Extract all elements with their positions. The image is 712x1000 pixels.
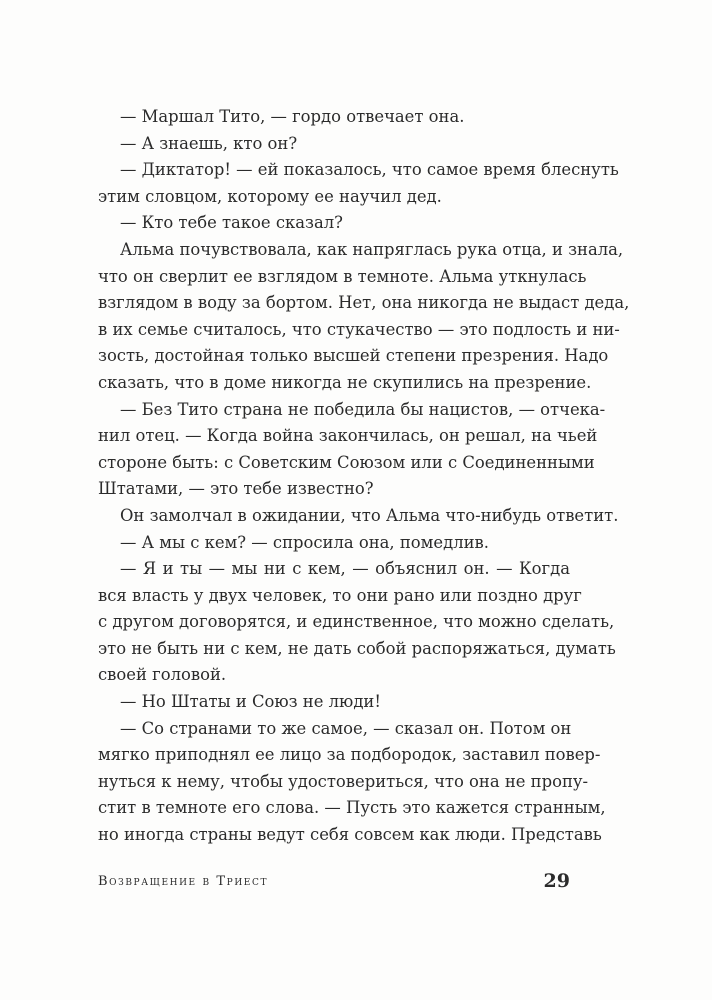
text-line: стороне быть: с Советским Союзом или с Соединенными xyxy=(98,452,595,472)
text-line: — А знаешь, кто он? xyxy=(120,133,298,153)
text-line: вся власть у двух человек, то они рано или поздно друг xyxy=(98,585,582,605)
text-line: с другом договорятся, и единственное, что можно сделать, xyxy=(98,612,615,632)
text-line: — Кто тебе такое сказал? xyxy=(120,213,343,233)
page-number: 29 xyxy=(543,870,570,892)
text-line: своей головой. xyxy=(98,665,227,685)
text-line: взглядом в воду за бортом. Нет, она никогда не выдаст деда, xyxy=(98,293,630,313)
text-line: — Маршал Тито, — гордо отвечает она. xyxy=(120,107,465,126)
running-title: Возвращение в Триест xyxy=(98,874,269,889)
text-line: сказать, что в доме никогда не скупились на презрение. xyxy=(98,372,592,392)
text-line: мягко приподнял ее лицо за подбородок, заставил повер- xyxy=(98,745,601,765)
text-line: что он сверлит ее взглядом в темноте. Альма уткнулась xyxy=(98,266,587,286)
text-line: — Со странами то же самое, — сказал он. Потом он xyxy=(120,718,572,738)
text-line: нил отец. — Когда война закончилась, он решал, на чьей xyxy=(98,426,598,446)
text-line: стит в темноте его слова. — Пусть это кажется странным, xyxy=(98,798,606,818)
text-line: Он замолчал в ожидании, что Альма что-нибудь ответит. xyxy=(120,505,619,525)
text-line: нуться к нему, чтобы удостовериться, что она не пропу- xyxy=(98,771,589,791)
text-line: — Диктатор! — ей показалось, что самое время блеснуть xyxy=(120,160,619,180)
text-line: Штатами, — это тебе известно? xyxy=(98,479,374,499)
text-line: — Но Штаты и Союз не люди! xyxy=(120,692,381,712)
text-line: — Я и ты — мы ни с кем, — объяснил он. — Когда xyxy=(120,559,570,579)
body-text xyxy=(98,104,630,849)
text-line: зость, достойная только высшей степени презрения. Надо xyxy=(98,346,609,366)
text-line: — Без Тито страна не победила бы нацистов, — отчека- xyxy=(120,399,606,419)
text-line: это не быть ни с кем, не дать собой распоряжаться, думать xyxy=(98,638,616,658)
text-line: но иногда страны ведут себя совсем как люди. Представь xyxy=(98,825,602,845)
text-line: — А мы с кем? — спросила она, помедлив. xyxy=(120,532,489,552)
text-line: Альма почувствовала, как напряглась рука отца, и знала, xyxy=(120,239,624,259)
text-line: этим словцом, которому ее научил дед. xyxy=(98,186,442,206)
page-footer xyxy=(98,872,570,898)
text-line: в их семье считалось, что стукачество — это подлость и ни- xyxy=(98,319,620,339)
